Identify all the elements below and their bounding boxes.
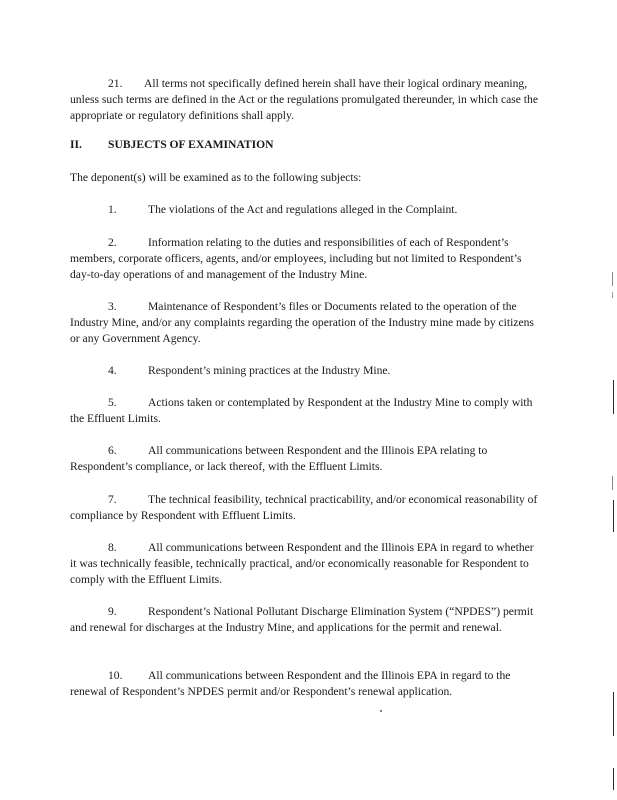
subject-number: 10. — [108, 669, 123, 682]
section-number: II. — [70, 138, 82, 151]
subject-text: Respondent’s mining practices at the Industry Mine. — [148, 364, 391, 377]
subject-number: 1. — [108, 203, 117, 216]
subject-item — [70, 604, 542, 636]
subject-number: 4. — [108, 364, 117, 377]
subject-text: The technical feasibility, technical practicability, and/or economical reasonability of compliance by Respondent with Effluent Limits. — [70, 493, 538, 522]
subject-number: 6. — [108, 444, 117, 457]
subject-text: The violations of the Act and regulations alleged in the Complaint. — [148, 203, 458, 216]
subject-item — [70, 668, 542, 700]
scan-margin-mark — [612, 476, 613, 490]
subject-number: 5. — [108, 396, 117, 409]
subject-text: Information relating to the duties and responsibilities of each of Respondent’s members, corporate officers, agents, and/or employees, including but not limited to Respondent’s day-to-day operations of and management of the Industry Mine. — [70, 236, 522, 281]
scan-margin-mark — [613, 768, 614, 790]
subject-text: Respondent’s National Pollutant Discharge Elimination System (“NPDES”) permit and renewal for discharges at the Industry Mine, and applications for the permit and renewal. — [70, 605, 534, 634]
subject-item — [70, 395, 542, 427]
subject-number: 2. — [108, 236, 117, 249]
subject-text: Maintenance of Respondent’s files or Documents related to the operation of the Industry Mine, and/or any complaints regarding the operation of the Industry mine made by citizens or any Government Agency. — [70, 300, 534, 345]
subject-text: All communications between Respondent and the Illinois EPA in regard to whether it was technically feasible, technically practical, and/or economically reasonable for Respondent to comply with the Effluent Limits. — [70, 541, 534, 586]
section-title: SUBJECTS OF EXAMINATION — [108, 138, 274, 151]
scan-margin-mark — [613, 692, 614, 736]
scan-margin-mark — [612, 272, 613, 286]
subject-number: 8. — [108, 541, 117, 554]
scan-margin-mark — [612, 292, 613, 298]
scan-margin-mark — [613, 380, 614, 414]
subject-item — [70, 363, 542, 379]
subject-text: All communications between Respondent and the Illinois EPA in regard to the renewal of Respondent’s NPDES permit and/or Respondent’s renewal application. — [70, 669, 511, 698]
subject-number: 3. — [108, 300, 117, 313]
definitions-paragraph — [70, 76, 542, 124]
subject-item — [70, 492, 542, 524]
subject-item — [70, 235, 542, 283]
subject-text: All communications between Respondent and the Illinois EPA relating to Respondent’s compliance, or lack thereof, with the Effluent Limits. — [70, 444, 488, 473]
scan-margin-mark — [613, 500, 614, 532]
subject-item — [70, 299, 542, 347]
subject-item — [70, 202, 542, 218]
paragraph-text: All terms not specifically defined herein shall have their logical ordinary meaning, unless such terms are defined in the Act or the regulations promulgated thereunder, in which case the appropriate or regulatory definitions shall apply. — [70, 77, 538, 122]
subject-item — [70, 540, 542, 588]
paragraph-number: 21. — [108, 77, 123, 90]
scan-speck — [380, 710, 382, 712]
subject-number: 7. — [108, 493, 117, 506]
subject-item — [70, 443, 542, 475]
intro-text: The deponent(s) will be examined as to the following subjects: — [70, 171, 362, 184]
subject-number: 9. — [108, 605, 117, 618]
subject-text: Actions taken or contemplated by Respondent at the Industry Mine to comply with the Effluent Limits. — [70, 396, 533, 425]
section-heading — [70, 137, 542, 153]
